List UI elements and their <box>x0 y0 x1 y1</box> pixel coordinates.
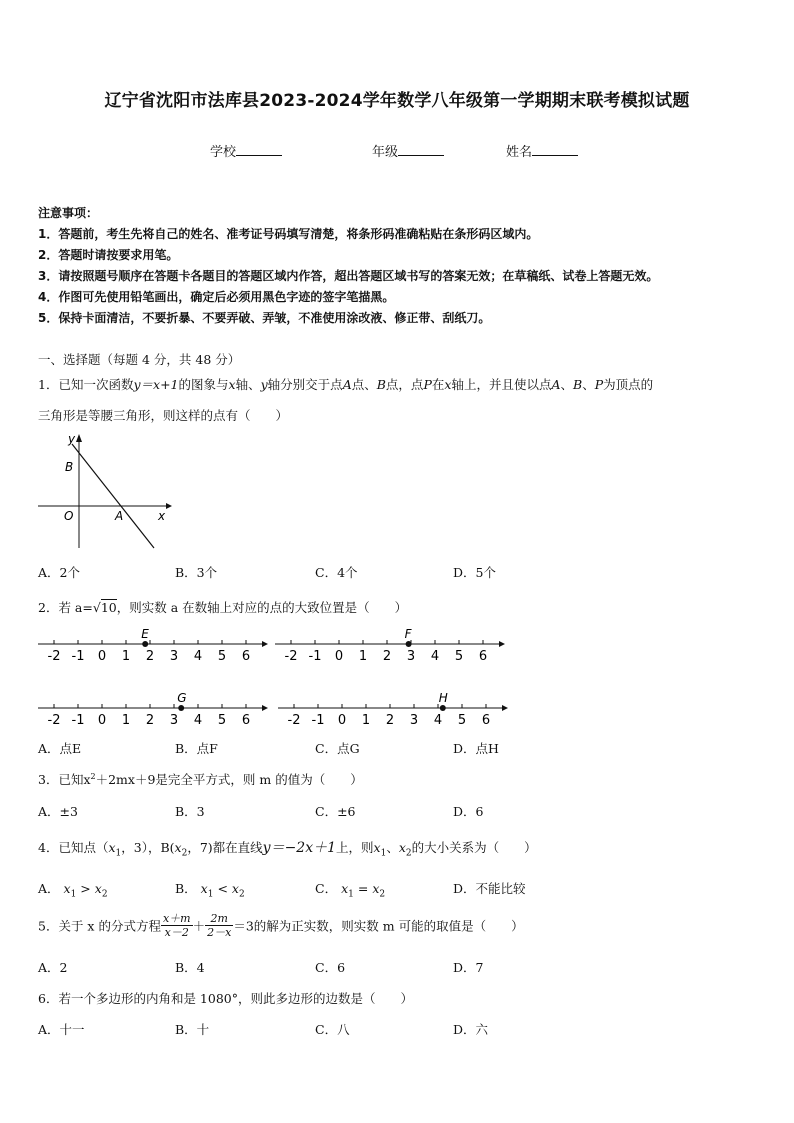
name-label: 姓名 <box>506 145 533 160</box>
q5-option-d[interactable]: D．7 <box>453 960 484 975</box>
question-5 <box>38 912 524 939</box>
q1-text: 为顶点的 <box>603 377 654 392</box>
q3-option-b[interactable]: B．3 <box>175 804 205 819</box>
name-field <box>506 141 578 160</box>
tick-label: 5 <box>217 649 227 664</box>
q4-sub: 2 <box>405 848 412 859</box>
q4-sub: 1 <box>380 848 387 859</box>
q1-option-a[interactable]: A．2个 <box>38 565 80 580</box>
q2-text: ，则实数 a 在数轴上对应的点的大致位置是（ ） <box>116 600 408 615</box>
q4-text: 、 <box>386 840 399 855</box>
q3-text: 是完全平方式，则 m 的值为（ ） <box>155 772 363 787</box>
question-2 <box>38 598 407 616</box>
q1-text: 、 <box>560 377 573 392</box>
option-letter: C． <box>315 881 338 896</box>
q4-sub: 1 <box>348 889 354 900</box>
q4-x: x <box>341 881 349 896</box>
q2-option-a[interactable]: A．点E <box>38 741 82 756</box>
tick-label: 5 <box>454 649 464 664</box>
tick-label: 5 <box>217 713 227 728</box>
tick-label: -1 <box>71 713 85 728</box>
tick-label: 4 <box>430 649 440 664</box>
q4-x: x <box>200 881 208 896</box>
q1-option-c[interactable]: C．4个 <box>315 565 358 580</box>
q5-fraction-2 <box>205 912 233 939</box>
option-letter: A． <box>38 881 60 896</box>
sqrt-symbol: √ <box>92 600 101 615</box>
q4-text: ，7)都在直线 <box>187 840 263 855</box>
tick-label: 0 <box>334 649 344 664</box>
note-item: 1．答题前，考生先将自己的姓名、准考证号码填写清楚，将条形码准确粘贴在条形码区域内。 <box>38 227 539 241</box>
y-axis-label: y <box>68 432 76 446</box>
tick-label: 4 <box>193 713 203 728</box>
q1-text: 1．已知一次函数 <box>38 377 134 392</box>
school-blank[interactable] <box>236 143 282 156</box>
point-label: F <box>404 627 412 641</box>
q4-x: x <box>63 881 71 896</box>
tick-label: -2 <box>287 713 301 728</box>
tick-label: 1 <box>121 649 131 664</box>
q5-option-b[interactable]: B．4 <box>175 960 205 975</box>
q1-text: 的图象与 <box>178 377 229 392</box>
tick-label: -2 <box>47 713 61 728</box>
q4-text: 的大小关系为（ ） <box>411 840 537 855</box>
number-line <box>38 627 268 664</box>
question-4 <box>38 837 537 859</box>
q1-point-b: B <box>573 377 583 392</box>
q1-graph <box>36 430 176 550</box>
note-item: 5．保持卡面清洁，不要折暴、不要弄破、弄皱，不准使用涂改液、修正带、刮纸刀。 <box>38 311 491 325</box>
question-3 <box>38 770 363 788</box>
point-label: G <box>177 691 187 705</box>
q4-x: x <box>94 881 102 896</box>
q6-option-d[interactable]: D．六 <box>453 1022 489 1037</box>
tick-label: -2 <box>47 649 61 664</box>
q4-sub: 1 <box>115 848 122 859</box>
tick-label: 2 <box>145 713 155 728</box>
q1-point-a: A <box>551 377 561 392</box>
q4-x: x <box>398 840 406 855</box>
q1-text: 点、 <box>351 377 377 392</box>
point-marker <box>142 641 148 647</box>
tick-label: 6 <box>478 649 488 664</box>
q1-option-b[interactable]: B．3个 <box>175 565 218 580</box>
section-heading: 一、选择题（每题 4 分，共 48 分） <box>38 352 241 367</box>
q4-text: 4．已知点（ <box>38 840 109 855</box>
q5-equals: ＝3 <box>233 918 254 934</box>
q2-option-c[interactable]: C．点G <box>315 741 360 756</box>
q1-point-p: P <box>423 377 432 392</box>
point-marker <box>178 705 184 711</box>
q1-x: x <box>444 377 452 392</box>
number-line <box>278 691 508 728</box>
tick-label: 5 <box>457 713 467 728</box>
q4-sub: 2 <box>101 889 108 900</box>
q4-sub: 1 <box>207 889 214 900</box>
tick-label: 0 <box>337 713 347 728</box>
tick-label: 3 <box>409 713 419 728</box>
tick-label: 3 <box>169 713 179 728</box>
tick-label: 6 <box>481 713 491 728</box>
number-line-arrow <box>499 641 505 647</box>
x-axis-arrow <box>166 503 172 509</box>
tick-label: -1 <box>308 649 322 664</box>
q1-point-a: A <box>342 377 352 392</box>
q1-text: 点，点 <box>385 377 424 392</box>
tick-label: 2 <box>385 713 395 728</box>
q3-expr: x <box>83 772 91 787</box>
tick-label: 2 <box>382 649 392 664</box>
grade-blank[interactable] <box>398 143 444 156</box>
school-label: 学校 <box>210 145 237 160</box>
q3-text: 3．已知 <box>38 772 84 787</box>
relation-symbol: = <box>357 881 369 896</box>
grade-field <box>372 141 444 160</box>
q5-fraction-1 <box>161 912 193 939</box>
q5-text: 5．关于 x 的分式方程 <box>38 918 161 934</box>
tick-label: -1 <box>71 649 85 664</box>
q4-text: 上，则 <box>336 840 374 855</box>
name-blank[interactable] <box>532 143 578 156</box>
q4-sub: 2 <box>181 848 188 859</box>
q1-point-b: B <box>376 377 386 392</box>
point-marker <box>406 641 412 647</box>
school-field <box>210 141 282 160</box>
tick-label: 3 <box>406 649 416 664</box>
q1-text: 在 <box>431 377 445 392</box>
q4-option-d[interactable]: D．不能比较 <box>453 881 526 896</box>
point-label: E <box>141 627 149 641</box>
q6-option-c[interactable]: C．八 <box>315 1022 350 1037</box>
q4-sub: 2 <box>238 889 245 900</box>
q5-denominator: 2－x <box>207 926 232 939</box>
note-item: 3．请按照题号顺序在答题卡各题目的答题区域内作答，超出答题区域书写的答案无效；在草稿纸、试卷上答题无效。 <box>38 269 659 283</box>
point-b-label: B <box>65 460 74 474</box>
q2-option-b[interactable]: B．点F <box>175 741 218 756</box>
q5-numerator: 2m <box>205 912 233 926</box>
tick-label: 0 <box>97 713 107 728</box>
q1-x: x <box>228 377 236 392</box>
q5-plus: ＋ <box>192 918 206 934</box>
q4-x: x <box>174 840 182 855</box>
number-line-arrow <box>262 641 268 647</box>
page-title: 辽宁省沈阳市法库县2023-2024学年数学八年级第一学期期末联考模拟试题 <box>104 91 690 111</box>
x-axis-label: x <box>158 509 166 523</box>
q1-text: 轴、 <box>235 377 261 392</box>
q2-text: 2．若 a= <box>38 600 93 615</box>
question-1-line2: 三角形是等腰三角形，则这样的点有（ ） <box>38 408 289 423</box>
q5-numerator: x＋m <box>162 912 191 925</box>
q1-y: y <box>260 377 268 392</box>
tick-label: 0 <box>97 649 107 664</box>
q3-option-c[interactable]: C．±6 <box>315 804 356 819</box>
tick-label: 6 <box>241 649 251 664</box>
option-letter: B． <box>175 881 197 896</box>
q4-x: x <box>108 840 116 855</box>
q4-x: x <box>373 840 381 855</box>
tick-label: 1 <box>358 649 368 664</box>
tick-label: 2 <box>145 649 155 664</box>
q4-x: x <box>372 881 380 896</box>
q4-option-c[interactable] <box>315 879 385 900</box>
q4-x: x <box>231 881 239 896</box>
point-a-label: A <box>115 509 124 523</box>
q3-option-a[interactable]: A．±3 <box>38 804 78 819</box>
number-lines <box>0 620 794 730</box>
q5-text: 的解为正实数，则实数 m 可能的取值是（ ） <box>253 918 524 934</box>
q3-exponent: 2 <box>90 771 96 781</box>
q1-option-d[interactable]: D．5个 <box>453 565 496 580</box>
tick-label: -2 <box>284 649 298 664</box>
note-item: 2．答题时请按要求用笔。 <box>38 248 179 262</box>
note-item: 4．作图可先使用铅笔画出，确定后必须用黑色字迹的签字笔描黑。 <box>38 290 395 304</box>
q4-option-a[interactable] <box>38 879 108 900</box>
q1-text: 轴上，并且使以点 <box>451 377 552 392</box>
tick-label: 1 <box>121 713 131 728</box>
q6-option-a[interactable]: A．十一 <box>38 1022 85 1037</box>
number-line <box>38 691 268 728</box>
relation-symbol: > <box>80 881 91 896</box>
q3-expr: ＋2mx＋9 <box>95 772 156 787</box>
number-line-arrow <box>262 705 268 711</box>
relation-symbol: < <box>217 881 228 896</box>
q1-point-p: P <box>594 377 604 392</box>
q4-sub: 1 <box>70 889 77 900</box>
q3-option-d[interactable]: D．6 <box>453 804 484 819</box>
tick-label: 4 <box>193 649 203 664</box>
q1-function: y＝x+1 <box>133 377 179 392</box>
q4-sub: 2 <box>379 889 386 900</box>
q4-text: ，3），B( <box>121 840 175 855</box>
q6-option-b[interactable]: B．十 <box>175 1022 210 1037</box>
number-line <box>275 627 505 664</box>
tick-label: 4 <box>433 713 443 728</box>
tick-label: 1 <box>361 713 371 728</box>
q1-text: 、 <box>582 377 595 392</box>
q5-denominator: x－2 <box>164 926 189 939</box>
origin-label: O <box>64 509 74 523</box>
question-1-line1 <box>38 375 653 393</box>
q2-option-d[interactable]: D．点H <box>453 741 499 756</box>
q5-option-c[interactable]: C．6 <box>315 960 346 975</box>
question-6: 6．若一个多边形的内角和是 1080°，则此多边形的边数是（ ） <box>38 991 413 1006</box>
notes-heading: 注意事项： <box>38 206 99 220</box>
tick-label: -1 <box>311 713 325 728</box>
q5-option-a[interactable]: A．2 <box>38 960 68 975</box>
point-label: H <box>438 691 448 705</box>
point-marker <box>440 705 446 711</box>
q4-line-equation: y＝−2x＋1 <box>262 840 337 856</box>
q4-option-b[interactable] <box>175 879 245 900</box>
function-line <box>72 444 154 548</box>
q1-text: 轴分别交于点 <box>267 377 343 392</box>
tick-label: 6 <box>241 713 251 728</box>
y-axis-arrow <box>76 434 82 442</box>
q2-radicand: 10 <box>100 600 117 615</box>
number-line-arrow <box>502 705 508 711</box>
tick-label: 3 <box>169 649 179 664</box>
grade-label: 年级 <box>372 145 399 160</box>
